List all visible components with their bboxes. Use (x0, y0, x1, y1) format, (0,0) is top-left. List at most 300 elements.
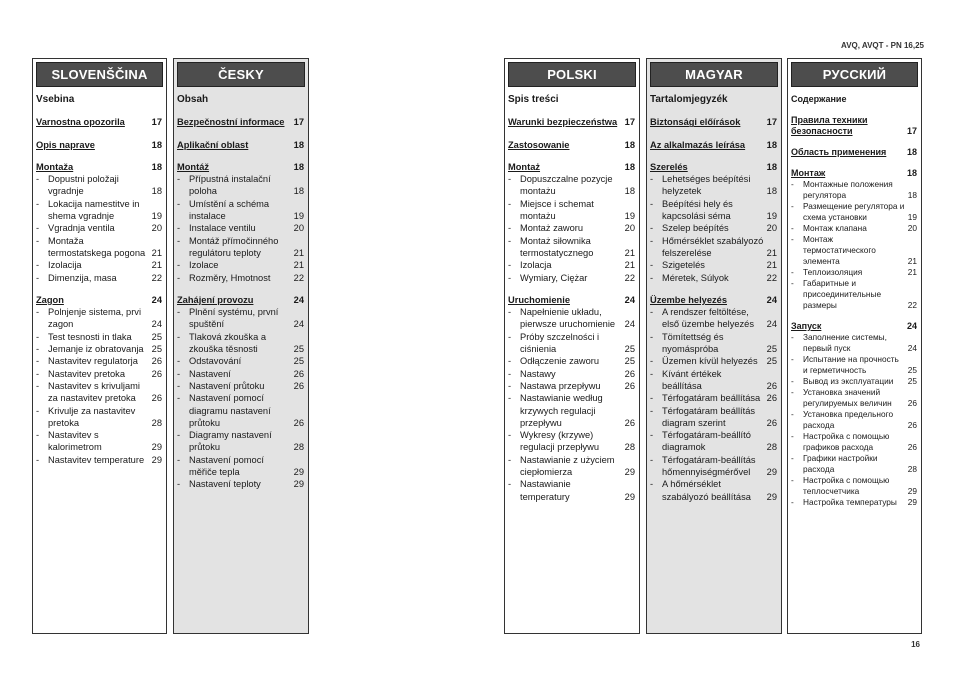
toc-entry-title: Umístění a schéma instalace (189, 198, 270, 222)
toc-subentry[interactable] (650, 306, 777, 331)
toc-page-number: 21 (624, 260, 635, 271)
toc-entry-title: Az alkalmazás leírása (650, 139, 746, 150)
toc-entry-title: Montaż zaworu (520, 223, 584, 234)
toc-entry-title: Miejsce i schemat montażu (520, 198, 594, 222)
toc-column-hungarian (646, 58, 782, 634)
toc-entry-title: Монтаж (791, 168, 826, 178)
contents-heading: Obsah (177, 94, 209, 105)
toc-page-number: 18 (907, 190, 917, 200)
bullet-dash: - (177, 331, 181, 342)
toc-subentry[interactable] (791, 267, 917, 278)
column-title: РУССКИЙ (791, 62, 918, 87)
toc-subentry[interactable] (650, 235, 777, 260)
toc-page-number: 17 (766, 117, 777, 128)
toc-subentry[interactable] (508, 392, 635, 429)
toc-subentry[interactable] (650, 222, 777, 234)
toc-page-number: 25 (766, 356, 777, 367)
bullet-dash: - (36, 174, 40, 185)
toc-entry-title: Jemanje iz obratovanja (48, 344, 144, 355)
section-spacer (650, 284, 777, 294)
toc-section-entry[interactable] (508, 116, 635, 128)
toc-subentry[interactable] (508, 429, 635, 454)
toc-page-number: 21 (766, 260, 777, 271)
toc-entry-title: Vgradnja ventila (48, 223, 115, 234)
toc-entry-title: Монтаж клапана (803, 223, 867, 233)
bullet-dash: - (791, 267, 794, 277)
toc-entry-title: Beépítési hely és kapcsolási séma (662, 198, 733, 222)
toc-entry-title: Opis naprave (36, 139, 95, 150)
toc-entry-title: Монтажные положения регулятора (803, 179, 893, 200)
toc-entry-title: A hőmérséklet szabályozó beállítása (662, 479, 751, 502)
column-title: ČESKY (177, 62, 305, 87)
toc-page-number: 22 (151, 272, 162, 283)
toc-subentry[interactable] (791, 223, 917, 234)
bullet-dash: - (177, 393, 181, 404)
toc-entry-title: Tömítettség és nyomáspróba (662, 331, 724, 355)
toc-subentry[interactable] (508, 478, 635, 503)
bullet-dash: - (508, 174, 512, 185)
toc-subentry[interactable] (177, 331, 304, 356)
toc-page-number: 24 (906, 321, 917, 331)
toc-subentry[interactable] (36, 173, 162, 198)
toc-entry-title: Nastavení pomocí diagramu nastavení průtoku (189, 393, 271, 428)
toc-section-entry[interactable] (650, 139, 777, 151)
toc-page-number: 19 (151, 211, 162, 222)
toc-subentry[interactable] (177, 380, 304, 392)
toc-subentry[interactable] (36, 343, 162, 355)
bullet-dash: - (36, 307, 40, 318)
toc-subentry[interactable] (36, 380, 162, 405)
toc-section-entry[interactable] (36, 139, 162, 151)
toc-entry-title: Zastosowanie (508, 139, 570, 150)
toc-subentry[interactable] (177, 429, 304, 454)
toc-entry-title: Uruchomienie (508, 294, 570, 305)
toc-subentry[interactable] (508, 380, 635, 392)
toc-page-number: 21 (151, 260, 162, 271)
toc-section-entry[interactable] (791, 115, 917, 137)
section-spacer (36, 284, 162, 294)
toc-subentry[interactable] (508, 259, 635, 271)
bullet-dash: - (650, 430, 654, 441)
toc-page-number: 18 (766, 186, 777, 197)
toc-subentry[interactable] (650, 478, 777, 503)
toc-section-entry[interactable] (650, 294, 777, 306)
toc-page-number: 19 (293, 211, 304, 222)
toc-page-number: 29 (151, 454, 162, 465)
toc-page-number: 28 (766, 442, 777, 453)
toc-subentry[interactable] (36, 222, 162, 234)
toc-entry-title: Montaža termostatskega pogona (48, 235, 146, 258)
toc-entry-title: Графики настройки расхода (803, 453, 878, 474)
toc-page-number: 22 (766, 272, 777, 283)
toc-entry-title: Dopuszczalne pozycje montażu (520, 174, 613, 197)
toc-subentry[interactable] (650, 368, 777, 393)
section-spacer (791, 311, 917, 321)
toc-section-entry[interactable] (177, 139, 304, 151)
toc-page-number: 21 (907, 267, 917, 277)
toc-entry-title: Polnjenje sistema, prvi zagon (48, 307, 142, 330)
toc-subentry[interactable] (791, 376, 917, 387)
bullet-dash: - (650, 405, 654, 416)
toc-section-entry[interactable] (791, 168, 917, 179)
bullet-dash: - (508, 380, 512, 391)
toc-subentry[interactable] (508, 198, 635, 223)
toc-section-entry[interactable] (791, 147, 917, 158)
bullet-dash: - (791, 354, 794, 364)
toc-entry-title: Odłączenie zaworu (520, 356, 600, 367)
bullet-dash: - (177, 223, 181, 234)
toc-subentry[interactable] (508, 222, 635, 234)
toc-entry-title: Kívánt értékek beállítása (662, 368, 722, 391)
toc-page-number: 21 (907, 256, 917, 266)
toc-subentry[interactable] (508, 454, 635, 479)
bullet-dash: - (508, 235, 512, 246)
toc-page-number: 24 (766, 319, 777, 330)
bullet-dash: - (791, 453, 794, 463)
toc-subentry[interactable] (791, 453, 917, 475)
toc-entry-title: Nastavitev s kalorimetrom (48, 430, 102, 453)
bullet-dash: - (650, 235, 654, 246)
toc-page-number: 26 (151, 393, 162, 404)
toc-entry-title: Nastawianie według krzywych regulacji przepływu (520, 393, 603, 428)
column-title: POLSKI (508, 62, 636, 87)
bullet-dash: - (650, 223, 654, 234)
toc-subentry[interactable] (508, 272, 635, 284)
toc-subentry[interactable] (791, 201, 917, 223)
toc-page-number: 17 (624, 117, 635, 128)
toc-section-entry[interactable] (791, 321, 917, 332)
toc-subentry[interactable] (650, 331, 777, 356)
toc-section-entry[interactable] (177, 294, 304, 306)
toc-entry-title: Próby szczelności i ciśnienia (520, 331, 600, 355)
toc-entry-title: Запуск (791, 321, 822, 331)
toc-entry-title: Montáž přímočinného regulátoru teploty (189, 235, 279, 258)
toc-entry-title: Odstavování (189, 356, 242, 367)
toc-subentry[interactable] (791, 179, 917, 201)
toc-page-number: 18 (624, 139, 635, 150)
toc-entry-title: Izolacija (48, 260, 82, 271)
bullet-dash: - (177, 356, 181, 367)
toc-subentry[interactable] (791, 497, 917, 508)
toc-entry-title: Настройка с помощью теплосчетчика (803, 475, 890, 496)
toc-page-number: 26 (151, 368, 162, 379)
toc-page-number: 26 (151, 356, 162, 367)
toc-section-entry[interactable] (36, 116, 162, 128)
toc-section-entry[interactable] (177, 161, 304, 173)
toc-section-entry[interactable] (508, 294, 635, 306)
toc-subentry[interactable] (177, 454, 304, 479)
toc-section-entry[interactable] (36, 161, 162, 173)
bullet-dash: - (36, 430, 40, 441)
toc-subentry[interactable] (650, 272, 777, 284)
contents-heading: Содержание (791, 94, 847, 104)
bullet-dash: - (791, 475, 794, 485)
bullet-dash: - (177, 430, 181, 441)
toc-subentry[interactable] (36, 454, 162, 466)
toc-entry-title: Krivulje za nastavitev pretoka (48, 405, 136, 428)
toc-subentry[interactable] (36, 235, 162, 260)
toc-subentry[interactable] (36, 259, 162, 271)
bullet-dash: - (177, 479, 181, 490)
bullet-dash: - (791, 431, 794, 441)
bullet-dash: - (650, 272, 654, 283)
toc-subentry[interactable] (650, 454, 777, 479)
toc-page-number: 29 (766, 467, 777, 478)
toc-subentry[interactable] (650, 429, 777, 454)
toc-subentry[interactable] (650, 392, 777, 404)
bullet-dash: - (177, 174, 181, 185)
toc-column-polish (504, 58, 640, 634)
toc-page-number: 24 (624, 319, 635, 330)
toc-page-number: 22 (907, 300, 917, 310)
contents-heading: Vsebina (36, 94, 75, 105)
toc-page-number: 18 (766, 139, 777, 150)
toc-subentry[interactable] (508, 368, 635, 380)
bullet-dash: - (36, 405, 40, 416)
toc-page-number: 18 (906, 168, 917, 178)
toc-page-number: 18 (293, 186, 304, 197)
bullet-dash: - (650, 331, 654, 342)
bullet-dash: - (177, 368, 181, 379)
bullet-dash: - (36, 272, 40, 283)
toc-body (177, 94, 304, 491)
bullet-dash: - (36, 235, 40, 246)
bullet-dash: - (508, 356, 512, 367)
toc-page-number: 25 (624, 344, 635, 355)
bullet-dash: - (508, 393, 512, 404)
toc-subentry[interactable] (791, 387, 917, 409)
toc-entry-title: Настройка с помощью графиков расхода (803, 431, 890, 452)
toc-entry-title: A rendszer feltöltése, első üzembe helyezés (662, 307, 754, 330)
bullet-dash: - (177, 260, 181, 271)
toc-entry-title: Заполнение системы, первый пуск (803, 332, 887, 353)
toc-entry-title: Габаритные и присоединительные размеры (803, 278, 882, 310)
toc-page-number: 24 (293, 319, 304, 330)
toc-page-number: 29 (766, 491, 777, 502)
toc-subentry[interactable] (177, 222, 304, 234)
toc-section-entry[interactable] (650, 161, 777, 173)
bullet-dash: - (508, 430, 512, 441)
bullet-dash: - (177, 235, 181, 246)
toc-page-number: 17 (151, 117, 162, 128)
toc-entry-title: Установка предельного расхода (803, 409, 894, 430)
toc-subentry[interactable] (36, 368, 162, 380)
toc-page-number: 24 (151, 294, 162, 305)
toc-subentry[interactable] (791, 409, 917, 431)
toc-entry-title: Nastawianie temperatury (520, 479, 571, 502)
toc-body (508, 94, 635, 503)
toc-subentry[interactable] (791, 354, 917, 376)
toc-section-entry[interactable] (650, 116, 777, 128)
toc-section-entry[interactable] (36, 294, 162, 306)
toc-section-entry[interactable] (508, 139, 635, 151)
toc-entry-title: Nastavitev temperature (48, 454, 145, 465)
toc-subentry[interactable] (650, 405, 777, 430)
bullet-dash: - (177, 307, 181, 318)
bullet-dash: - (650, 307, 654, 318)
toc-entry-title: Montaža (36, 161, 74, 172)
toc-subentry[interactable] (508, 306, 635, 331)
bullet-dash: - (650, 368, 654, 379)
toc-page-number: 19 (624, 211, 635, 222)
toc-page-number: 20 (766, 223, 777, 234)
bullet-dash: - (791, 332, 794, 342)
bullet-dash: - (650, 356, 654, 367)
toc-page-number: 26 (766, 417, 777, 428)
toc-subentry[interactable] (177, 306, 304, 331)
toc-entry-title: Instalace ventilu (189, 223, 256, 234)
toc-entry-title: Izolacja (520, 260, 552, 271)
toc-page-number: 21 (151, 247, 162, 258)
toc-entry-title: Lokacija namestitve in shema vgradnje (48, 198, 140, 222)
toc-page-number: 26 (624, 368, 635, 379)
toc-entry-title: Монтаж термостатического элемента (803, 234, 876, 266)
toc-page-number: 26 (766, 380, 777, 391)
toc-subentry[interactable] (36, 355, 162, 367)
toc-subentry[interactable] (650, 173, 777, 198)
toc-subentry[interactable] (508, 173, 635, 198)
bullet-dash: - (36, 223, 40, 234)
toc-entries (791, 115, 917, 508)
toc-subentry[interactable] (177, 235, 304, 260)
toc-subentry[interactable] (650, 259, 777, 271)
toc-page-number: 24 (293, 294, 304, 305)
bullet-dash: - (36, 198, 40, 209)
toc-page-number: 21 (293, 260, 304, 271)
bullet-dash: - (791, 278, 794, 288)
toc-column-russian (787, 58, 922, 634)
toc-entry-title: Nastawy (520, 368, 556, 379)
toc-subentry[interactable] (36, 198, 162, 223)
toc-page-number: 24 (624, 294, 635, 305)
toc-page-number: 18 (624, 186, 635, 197)
bullet-dash: - (650, 198, 654, 209)
bullet-dash: - (177, 454, 181, 465)
toc-entry-title: Вывод из эксплуатации (803, 376, 894, 386)
toc-subentry[interactable] (791, 475, 917, 497)
toc-entry-title: Размещение регулятора и схема установки (803, 201, 905, 222)
toc-subentry[interactable] (791, 234, 917, 267)
toc-entry-title: Szelep beépítés (662, 223, 729, 234)
bullet-dash: - (508, 479, 512, 490)
toc-entry-title: Область применения (791, 147, 887, 157)
toc-entry-title: Izolace (189, 260, 219, 271)
toc-entry-title: Plnění systému, první spuštění (189, 307, 279, 330)
toc-page-number: 18 (151, 139, 162, 150)
toc-body (36, 94, 162, 466)
toc-entry-title: Wymiary, Ciężar (520, 272, 588, 283)
toc-entry-title: Üzembe helyezés (650, 294, 727, 305)
toc-subentry[interactable] (791, 278, 917, 311)
toc-entry-title: Nastavení pomocí měřiče tepla (189, 454, 264, 478)
toc-subentry[interactable] (791, 431, 917, 453)
toc-entry-title: Szerelés (650, 161, 688, 172)
bullet-dash: - (36, 356, 40, 367)
toc-page-number: 19 (766, 211, 777, 222)
toc-page-number: 26 (624, 417, 635, 428)
bullet-dash: - (508, 198, 512, 209)
bullet-dash: - (177, 380, 181, 391)
toc-subentry[interactable] (36, 331, 162, 343)
bullet-dash: - (650, 260, 654, 271)
toc-subentry[interactable] (177, 259, 304, 271)
toc-entry-title: Wykresy (krzywe) regulacji przepływu (520, 430, 600, 453)
toc-page-number: 26 (907, 420, 917, 430)
bullet-dash: - (650, 393, 654, 404)
toc-subentry[interactable] (508, 331, 635, 356)
toc-subentry[interactable] (36, 306, 162, 331)
toc-entry-title: Nastavitev pretoka (48, 368, 125, 379)
toc-entry-title: Warunki bezpieczeństwa (508, 117, 618, 128)
toc-entry-title: Dimenzija, masa (48, 272, 117, 283)
toc-page-number: 26 (907, 398, 917, 408)
toc-subentry[interactable] (177, 478, 304, 490)
bullet-dash: - (791, 409, 794, 419)
toc-entry-title: Přípustná instalační poloha (189, 174, 271, 197)
toc-subentry[interactable] (177, 392, 304, 429)
toc-subentry[interactable] (650, 198, 777, 223)
toc-page-number: 28 (151, 417, 162, 428)
bullet-dash: - (791, 179, 794, 189)
toc-entry-title: Настройка температуры (803, 497, 897, 507)
bullet-dash: - (36, 331, 40, 342)
toc-page-number: 18 (151, 161, 162, 172)
toc-subentry[interactable] (36, 429, 162, 454)
toc-entry-title: Rozměry, Hmotnost (189, 272, 271, 283)
toc-subentry[interactable] (177, 355, 304, 367)
toc-subentry[interactable] (791, 332, 917, 354)
toc-page-number: 25 (293, 356, 304, 367)
toc-page-number: 18 (624, 161, 635, 172)
toc-subentry[interactable] (508, 235, 635, 260)
bullet-dash: - (508, 307, 512, 318)
toc-subentry[interactable] (36, 272, 162, 284)
contents-heading: Spis treści (508, 94, 559, 105)
toc-page-number: 17 (293, 117, 304, 128)
toc-entry-title: Lehetséges beépítési helyzetek (662, 174, 751, 197)
toc-page-number: 24 (151, 319, 162, 330)
bullet-dash: - (791, 223, 794, 233)
toc-entry-title: Üzemen kívül helyezés (662, 356, 758, 367)
toc-page-number: 29 (293, 467, 304, 478)
toc-entry-title: Zahájení provozu (177, 294, 254, 305)
bullet-dash: - (508, 368, 512, 379)
bullet-dash: - (650, 454, 654, 465)
toc-subentry[interactable] (177, 272, 304, 284)
toc-entry-title: Biztonsági előírások (650, 117, 741, 128)
toc-entry-title: Montáž (177, 161, 210, 172)
toc-page-number: 19 (907, 212, 917, 222)
toc-subentry[interactable] (508, 355, 635, 367)
toc-entry-title: Diagramy nastavení průtoku (189, 430, 272, 453)
toc-page-number: 29 (293, 479, 304, 490)
toc-subentry[interactable] (177, 368, 304, 380)
toc-subentry[interactable] (650, 355, 777, 367)
toc-page-number: 21 (293, 247, 304, 258)
section-spacer (177, 284, 304, 294)
bullet-dash: - (36, 260, 40, 271)
toc-subentry[interactable] (177, 173, 304, 198)
column-title: SLOVENŠČINA (36, 62, 163, 87)
toc-subentry[interactable] (177, 198, 304, 223)
toc-section-entry[interactable] (177, 116, 304, 128)
toc-subentry[interactable] (36, 405, 162, 430)
toc-section-entry[interactable] (508, 161, 635, 173)
toc-page-number: 18 (766, 161, 777, 172)
toc-entries (508, 116, 635, 503)
bullet-dash: - (791, 234, 794, 244)
toc-entry-title: Méretek, Súlyok (662, 272, 729, 283)
